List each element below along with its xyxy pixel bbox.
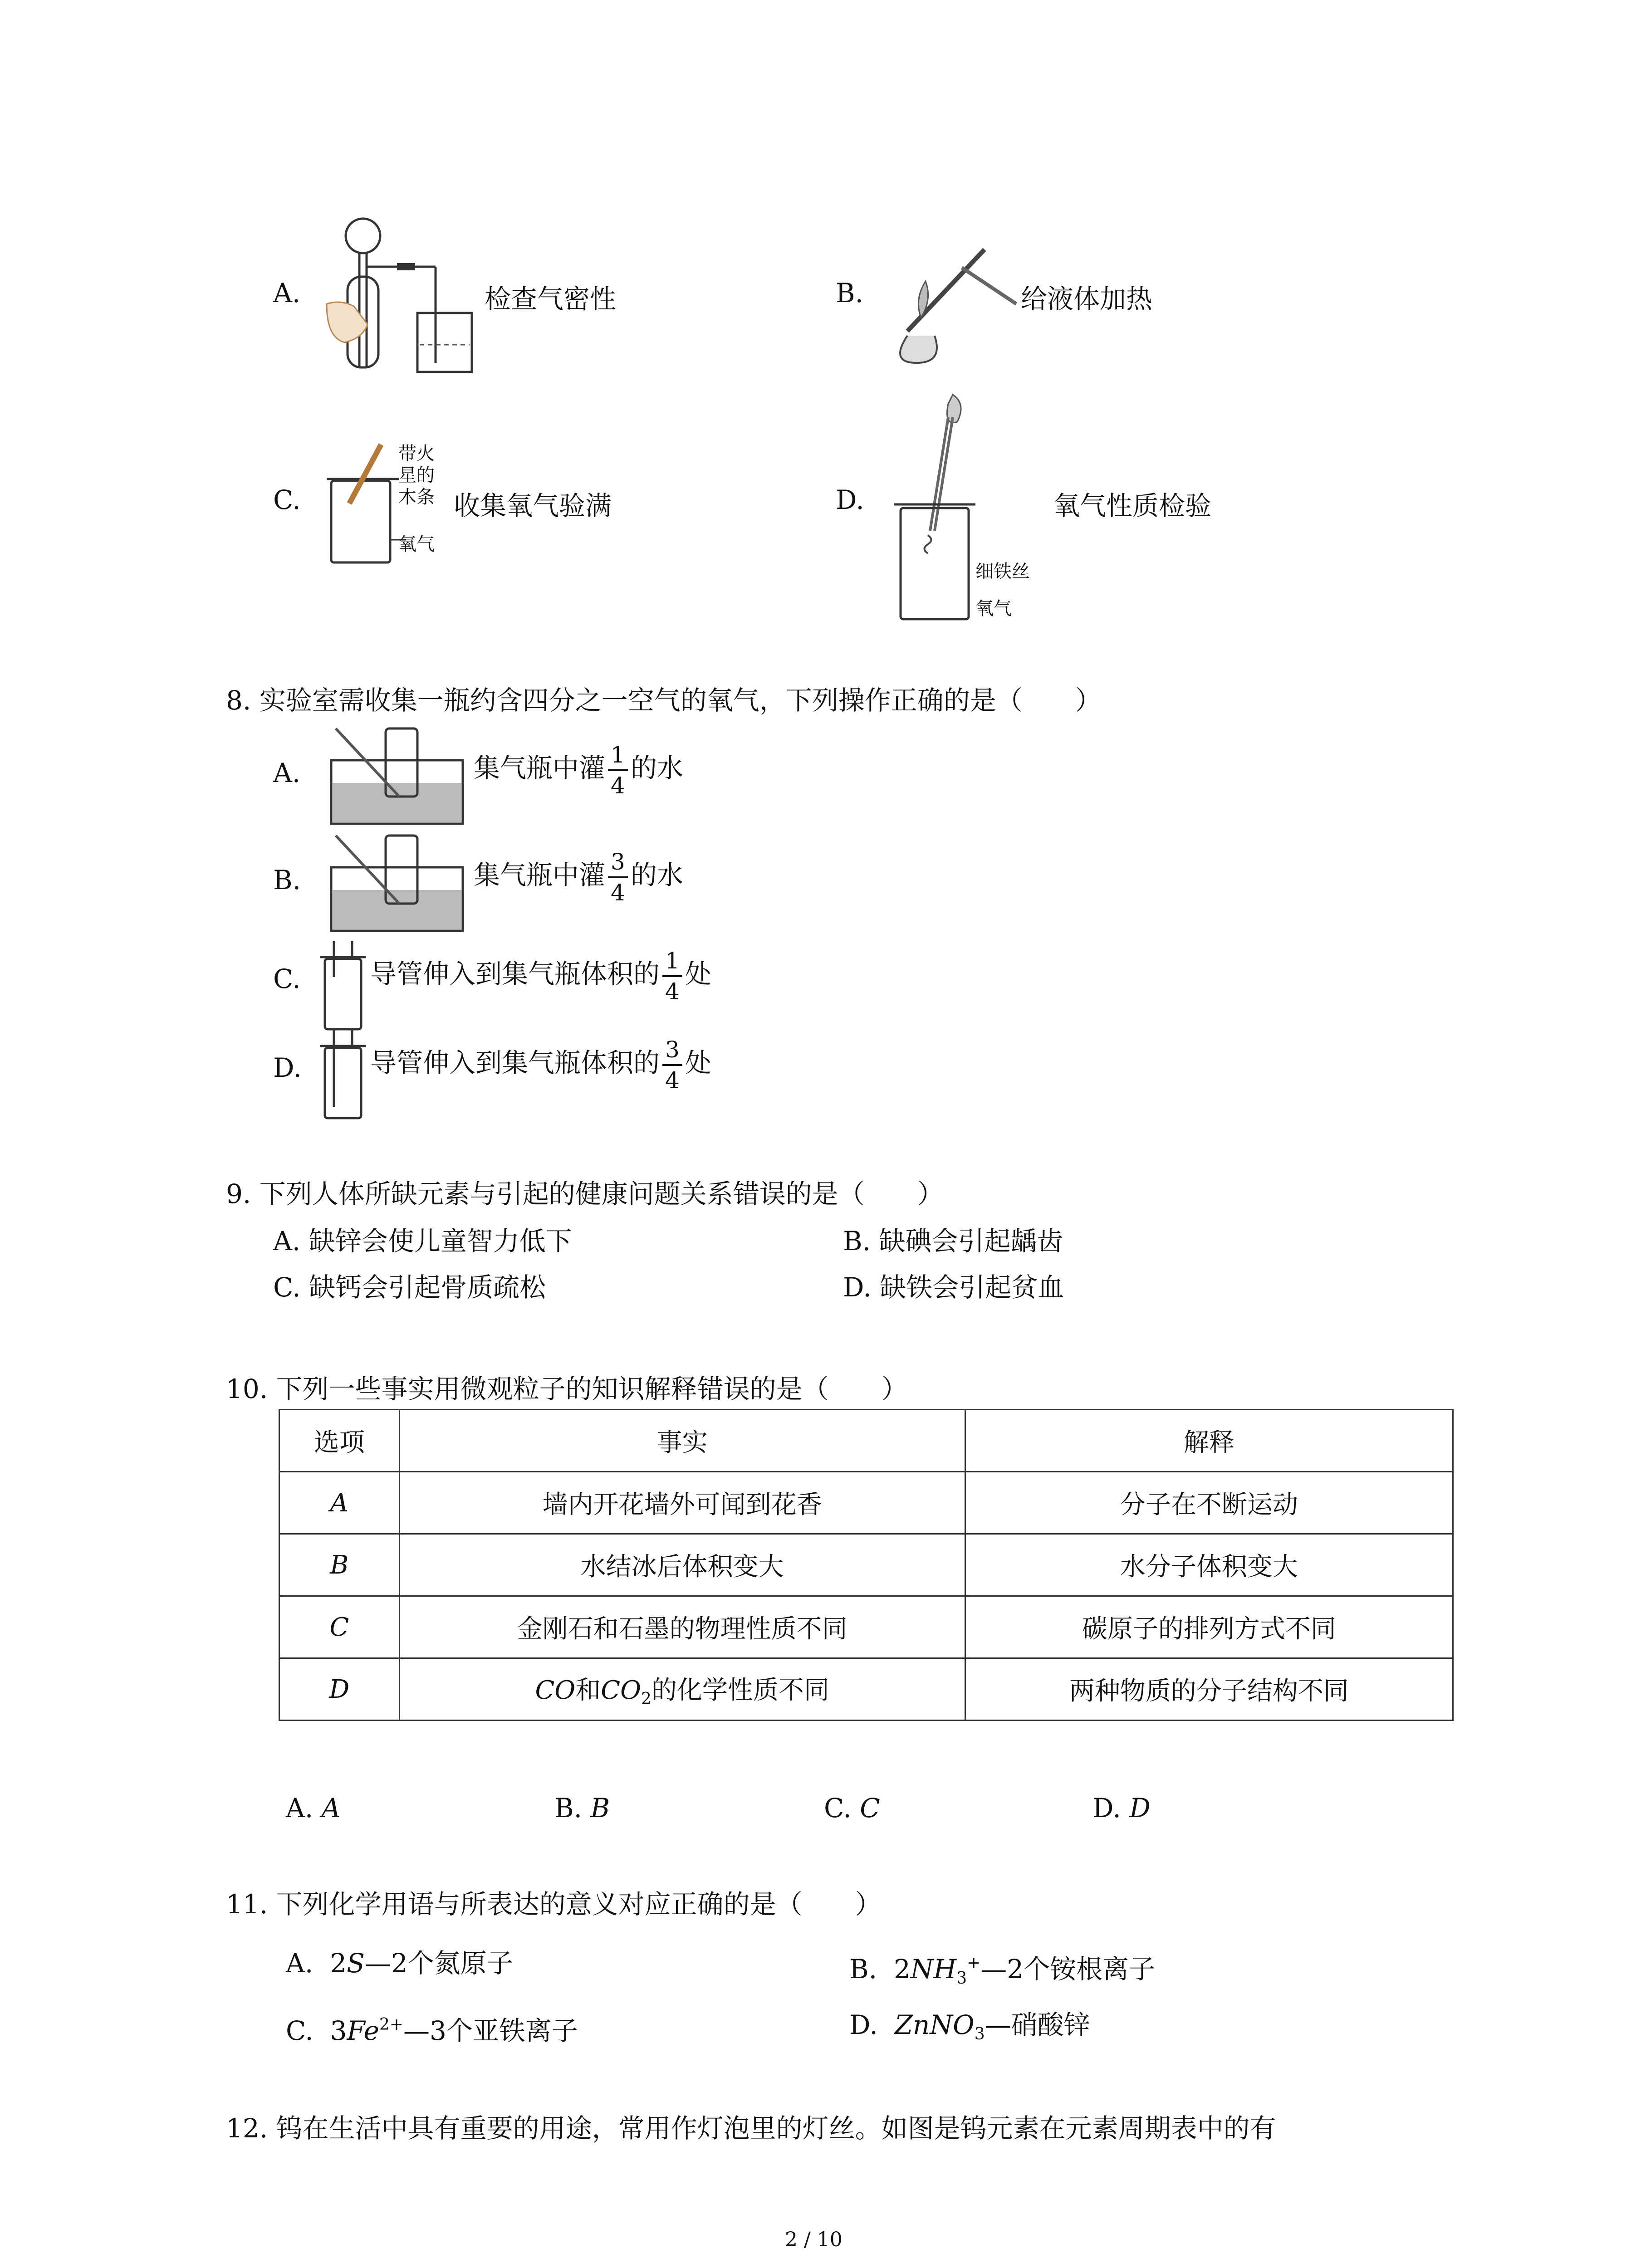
q7-d-label-1: 细铁丝 bbox=[975, 561, 1030, 582]
q7-option-b-text: 给液体加热 bbox=[1021, 284, 1153, 314]
q7-option-d-letter: D. bbox=[836, 484, 864, 515]
q10-stem: 10. 下列一些事实用微观粒子的知识解释错误的是（ ） bbox=[226, 1374, 908, 1404]
row-fact: 金刚石和石墨的物理性质不同 bbox=[399, 1596, 965, 1658]
header-option: 选项 bbox=[279, 1410, 400, 1472]
q8-stem: 8. 实验室需收集一瓶约含四分之一空气的氧气，下列操作正确的是（ ） bbox=[226, 685, 1102, 716]
q10-answer-a: A. A bbox=[286, 1793, 341, 1823]
q11-stem: 11. 下列化学用语与所表达的意义对应正确的是（ ） bbox=[226, 1889, 882, 1920]
q8-option-d-letter: D. bbox=[273, 1052, 302, 1083]
q7-option-c-letter: C. bbox=[273, 484, 301, 515]
q7-c-label-1: 带火 bbox=[398, 443, 435, 464]
row-fact: 水结冰后体积变大 bbox=[399, 1534, 965, 1596]
q7-option-c-text: 收集氧气验满 bbox=[454, 490, 612, 521]
table-row bbox=[279, 1472, 1453, 1534]
q8-option-c-letter: C. bbox=[273, 963, 301, 994]
q8-option-c-text: 导管伸入到集气瓶体积的 $\frac{1}{4}$ 处 bbox=[370, 946, 711, 1006]
row-explanation: 分子在不断运动 bbox=[965, 1472, 1453, 1534]
q10-answer-b: B. B bbox=[554, 1793, 610, 1823]
liquid-heating-apparatus bbox=[880, 227, 1016, 372]
q8-option-a-letter: A. bbox=[273, 758, 301, 788]
table-row bbox=[279, 1658, 1453, 1721]
airtightness-check-apparatus bbox=[318, 213, 481, 386]
q7-option-b-letter: B. bbox=[836, 278, 864, 308]
q7-c-label-4: 氧气 bbox=[398, 534, 435, 555]
row-option: B bbox=[279, 1534, 400, 1596]
q9-stem: 9. 下列人体所缺元素与引起的健康问题关系错误的是（ ） bbox=[226, 1178, 944, 1209]
table-row bbox=[279, 1534, 1453, 1596]
row-explanation: 两种物质的分子结构不同 bbox=[965, 1658, 1453, 1721]
row-explanation: 碳原子的排列方式不同 bbox=[965, 1596, 1453, 1658]
q11-option-a: A. 2S—2个氮原子 bbox=[286, 1948, 513, 1979]
water-trough-apparatus-a bbox=[327, 724, 467, 828]
row-explanation: 水分子体积变大 bbox=[965, 1534, 1453, 1596]
q10-answer-d: D. D bbox=[1092, 1793, 1151, 1823]
q12-stem: 12. 钨在生活中具有重要的用途，常用作灯泡里的灯丝。如图是钨元素在元素周期表中的有 bbox=[226, 2113, 1276, 2144]
iron-wire-oxygen-test bbox=[889, 390, 998, 626]
q8-option-d-text: 导管伸入到集气瓶体积的 $\frac{3}{4}$ 处 bbox=[370, 1035, 711, 1095]
q9-option-c: C. 缺钙会引起骨质疏松 bbox=[273, 1272, 546, 1303]
table-header-row bbox=[279, 1410, 1453, 1472]
q9-option-d: D. 缺铁会引起贫血 bbox=[843, 1272, 1064, 1303]
header-fact: 事实 bbox=[399, 1410, 965, 1472]
q11-option-b: B. $2NH_3^+—2$个铵根离子 bbox=[849, 1954, 1156, 1988]
q7-c-label-2: 星的 bbox=[398, 465, 435, 486]
header-explanation: 解释 bbox=[965, 1410, 1453, 1472]
gas-bottle-d bbox=[320, 1030, 375, 1120]
q7-option-a-letter: A. bbox=[273, 278, 301, 308]
row-fact: 墙内开花墙外可闻到花香 bbox=[399, 1472, 965, 1534]
page-number: 2 / 10 bbox=[785, 2228, 843, 2251]
q7-option-a-text: 检查气密性 bbox=[485, 284, 617, 314]
water-trough-apparatus-b bbox=[327, 831, 467, 935]
row-fact: CO和$CO_2$的化学性质不同 bbox=[399, 1658, 965, 1721]
q7-option-d-text: 氧气性质检验 bbox=[1053, 490, 1212, 521]
q9-option-a: A. 缺锌会使儿童智力低下 bbox=[273, 1226, 572, 1256]
q7-d-label-2: 氧气 bbox=[975, 598, 1012, 619]
q8-option-a-text: 集气瓶中灌 $\frac{1}{4}$ 的水 bbox=[474, 740, 683, 800]
gas-bottle-c bbox=[320, 941, 375, 1031]
q7-c-label-3: 木条 bbox=[398, 487, 435, 508]
q11-option-d: D. ZnNO$_3$—硝酸锌 bbox=[849, 2009, 1090, 2043]
row-option: C bbox=[279, 1596, 400, 1658]
q8-option-b-letter: B. bbox=[273, 865, 301, 895]
q9-option-b: B. 缺碘会引起龋齿 bbox=[843, 1226, 1063, 1256]
row-option: D bbox=[279, 1658, 400, 1721]
q10-answer-c: C. C bbox=[824, 1793, 880, 1823]
q8-option-b-text: 集气瓶中灌 $\frac{3}{4}$ 的水 bbox=[474, 847, 683, 907]
q11-option-c: C. $3Fe^{2+}—3$个亚铁离子 bbox=[286, 2015, 578, 2046]
table-row bbox=[279, 1596, 1453, 1658]
row-option: A bbox=[279, 1472, 400, 1534]
facts-table bbox=[279, 1409, 1454, 1721]
